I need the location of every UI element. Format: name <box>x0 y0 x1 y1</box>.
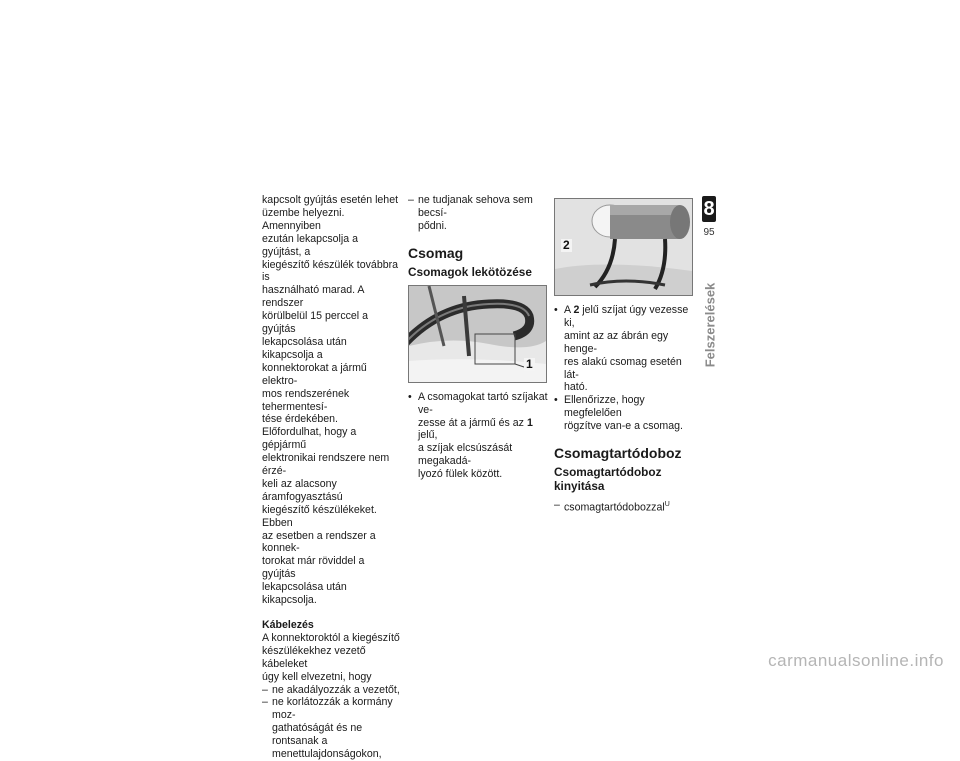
bullet-item: • Ellenőrizze, hogy megfelelően rögzítve van-e a csomag. <box>554 394 683 433</box>
figure-cylindrical-luggage <box>554 198 693 296</box>
intro-paragraph: kapcsolt gyújtás esetén lehet üzembe helyezni. Amennyiben ezután lekapcsolja a gyújtást, a kiegészítő készülék továbbra is használható marad. A rendszer körülbelül 15 perccel a gyújtás lekapcsolása után kikapcsolja a konnektorokat a jármű elektro- mos rendszerének tehermentesí- tése érdekében. <box>262 194 399 426</box>
bullet-item: • A 2 jelű szíjat úgy vezesse ki, amint az az ábrán egy henge- res alakú csomag esetén lát- ható. <box>554 304 689 394</box>
photo-strapped-roll-bag <box>555 199 692 295</box>
chapter-number-tab: 8 <box>703 198 715 220</box>
text-column-2 <box>408 194 548 481</box>
subheading-open-topcase: Csomagtartódoboz kinyitása <box>554 465 662 494</box>
section-heading-topcase: Csomagtartódoboz <box>554 445 682 462</box>
dash-item: – ne tudjanak sehova sem becsí- pődni. <box>408 194 533 232</box>
note-paragraph: Előfordulhat, hogy a gépjármű elektronikai rendszere nem érzé- keli az alacsony áramfogyasztású kiegészítő készülékeket. Ebben az esetben a rendszer a konnek- torokat már röviddel a gyújtás lekapcsolása után kikapcsolja. <box>262 426 390 607</box>
page-number: 95 <box>703 227 715 238</box>
cable-heading: Kábelezés <box>262 619 314 631</box>
dash-item: – ne korlátozzák a kormány moz- gathatóságát és ne rontsanak a menettulajdonságokon, <box>262 696 393 761</box>
figure-callout-2: 2 <box>563 238 570 252</box>
text-column-1 <box>262 194 400 761</box>
dash-item: – ne akadályozzák a vezetőt, <box>262 683 400 696</box>
chapter-title-vertical: Felszerelések <box>702 282 718 368</box>
cable-paragraph: A konnektoroktól a kiegészítő készülékekhez vezető kábeleket úgy kell elvezetni, hogy <box>262 631 400 683</box>
dash-item: – csomagtartódobozzal$^U$ <box>554 499 670 514</box>
section-heading-luggage: Csomag <box>408 244 464 261</box>
text-column-3 <box>554 198 694 515</box>
subheading-tie-down: Csomagok lekötözése <box>408 264 532 279</box>
watermark: carmanualsonline.info <box>768 651 944 670</box>
figure-strap-hooks <box>408 285 547 383</box>
bullet-item: • A csomagokat tartó szíjakat ve- zesse át a jármű és az 1 jelű, a szíjak elcsúszását megakadá- lyozó fülek között. <box>408 390 548 481</box>
figure-callout-1: 1 <box>526 356 533 371</box>
